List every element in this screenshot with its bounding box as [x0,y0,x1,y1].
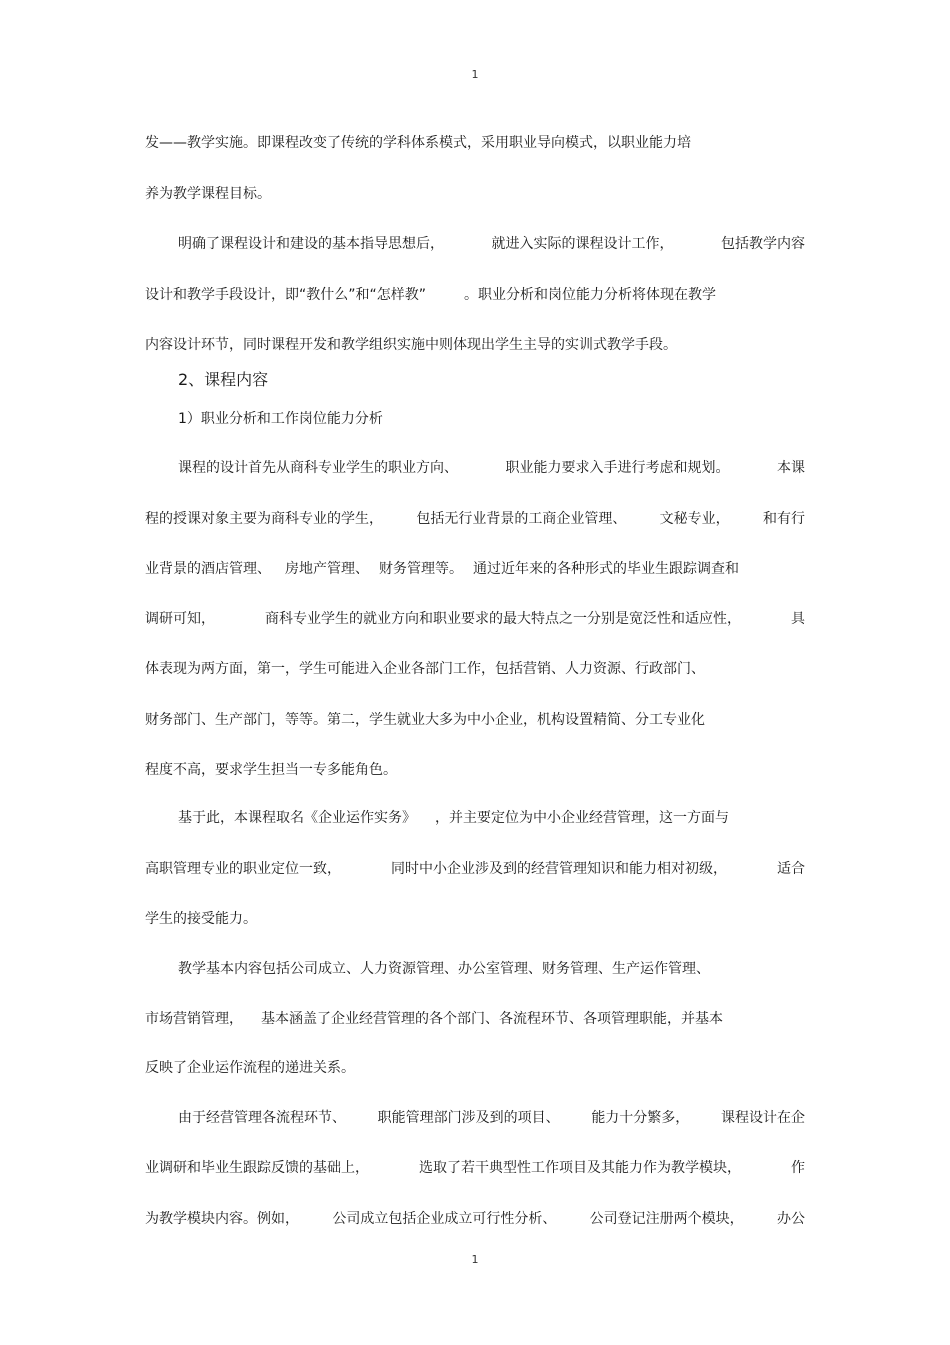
paragraph-line [178,809,805,827]
paragraph-line: 发——教学实施。即课程改变了传统的学科体系模式，采用职业导向模式，以职业能力培 [145,135,691,151]
text-segment: 业背景的酒店管理、 [145,561,271,577]
text-segment: 房地产管理、 [285,561,369,577]
text-segment: 设计和教学手段设计，即“教什么”和“怎样教” [145,287,427,303]
paragraph-line: 养为教学课程目标。 [145,186,271,202]
text-segment: 程的授课对象主要为商科专业的学生， [145,511,383,527]
text-segment: 课程的设计首先从商科专业学生的职业方向、 [178,460,458,476]
paragraph-line [178,1109,805,1127]
text-segment: 适合 [777,861,805,877]
paragraph-line: 反映了企业运作流程的递进关系。 [145,1060,355,1076]
text-segment: 本课 [777,460,805,476]
paragraph-line [178,235,805,253]
section-heading: 2、课程内容 [178,370,269,389]
text-segment: 由于经营管理各流程环节、 [178,1110,346,1126]
paragraph-line [145,1010,805,1028]
text-segment: 基本涵盖了企业经营管理的各个部门、各流程环节、各项管理职能，并基本 [261,1011,723,1027]
text-segment: 选取了若干典型性工作项目及其能力作为教学模块， [419,1160,741,1176]
subsection-heading: 1）职业分析和工作岗位能力分析 [178,411,383,427]
text-segment: 公司成立包括企业成立可行性分析、 [332,1211,557,1227]
text-segment: 作 [791,1160,805,1176]
text-segment: 财务管理等。 [379,561,463,577]
paragraph-line [145,1159,805,1177]
page-number-top: 1 [471,68,479,81]
text-segment: 通过近年来的各种形式的毕业生跟踪调查和 [473,561,739,577]
text-segment: 包括教学内容 [721,236,805,252]
paragraph-line: 体表现为两方面，第一，学生可能进入企业各部门工作，包括营销、人力资源、行政部门、 [145,661,705,677]
paragraph-line [145,560,805,578]
text-segment: 市场营销管理， [145,1011,243,1027]
text-segment: 课程设计在企 [720,1110,805,1126]
text-segment: 具 [791,611,805,627]
text-segment: 职能管理部门涉及到的项目、 [377,1110,560,1126]
paragraph-line: 教学基本内容包括公司成立、人力资源管理、办公室管理、财务管理、生产运作管理、 [178,961,710,977]
text-segment: 调研可知， [145,611,215,627]
text-segment: 包括无行业背景的工商企业管理、 [416,511,627,527]
text-segment: 明确了课程设计和建设的基本指导思想后， [178,236,444,252]
text-segment: 就进入实际的课程设计工作， [491,236,674,252]
page-number-bottom: 1 [471,1253,479,1266]
paragraph-line [145,510,805,528]
paragraph-line [145,860,805,878]
paragraph-line: 财务部门、生产部门，等等。第二，学生就业大多为中小企业，机构设置精简、分工专业化 [145,712,705,728]
text-segment: ，并主要定位为中小企业经营管理，这一方面与 [435,810,729,826]
text-segment: 公司登记注册两个模块， [589,1211,744,1227]
text-segment: 为教学模块内容。例如， [145,1211,299,1227]
paragraph-line: 程度不高，要求学生担当一专多能角色。 [145,762,397,778]
text-segment: 能力十分繁多， [591,1110,690,1126]
paragraph-line [145,1210,805,1228]
text-segment: 高职管理专业的职业定位一致， [145,861,341,877]
text-segment: 基于此，本课程取名《企业运作实务》 [178,810,409,826]
text-segment: 职业能力要求入手进行考虑和规划。 [505,460,730,476]
paragraph-line [178,459,805,477]
text-segment: 同时中小企业涉及到的经营管理知识和能力相对初级， [391,861,727,877]
paragraph-line: 内容设计环节，同时课程开发和教学组织实施中则体现出学生主导的实训式教学手段。 [145,337,677,353]
paragraph-line [145,286,805,304]
text-segment: 。职业分析和岗位能力分析将体现在教学 [464,287,717,303]
text-segment: 办公 [776,1211,805,1227]
text-segment: 商科专业学生的就业方向和职业要求的最大特点之一分别是宽泛性和适应性， [265,611,741,627]
paragraph-line [145,610,805,628]
text-segment: 业调研和毕业生跟踪反馈的基础上， [145,1160,369,1176]
paragraph-line: 学生的接受能力。 [145,911,257,927]
text-segment: 文秘专业， [659,511,730,527]
text-segment: 和有行 [762,511,805,527]
